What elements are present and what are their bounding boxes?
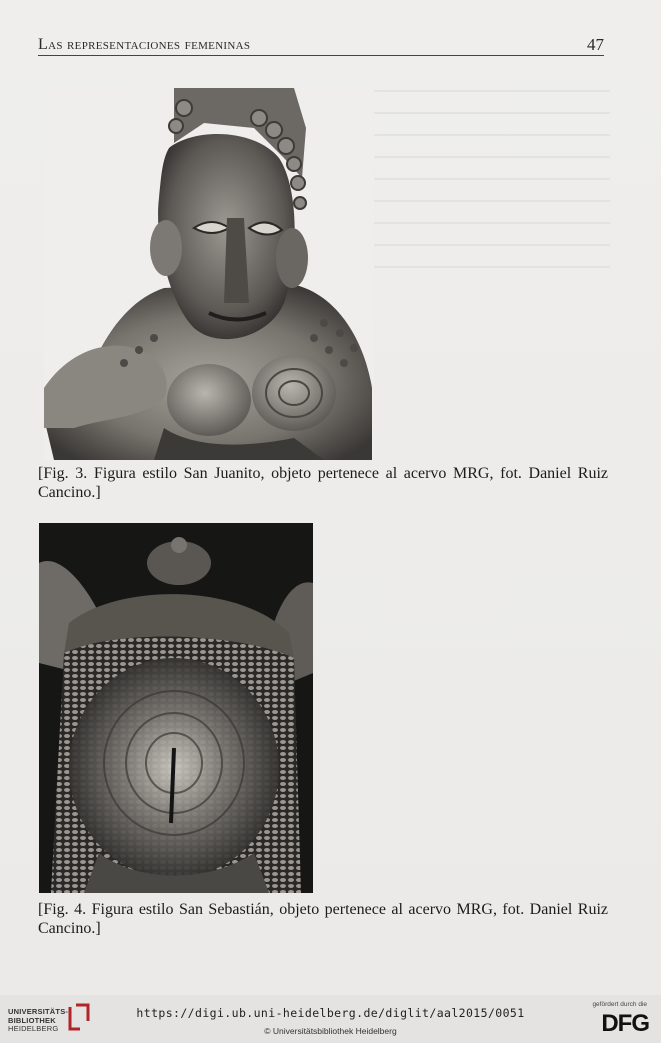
figurine-san-juanito-image	[44, 88, 374, 460]
figure-3-photo	[44, 88, 374, 460]
library-line-1: UNIVERSITÄTS-	[8, 1007, 69, 1016]
permalink-url[interactable]: https://digi.ub.uni-heidelberg.de/diglit/aal2015/0051	[136, 1006, 525, 1020]
figurine-san-sebastian-image	[39, 523, 313, 893]
figure-4-photo	[39, 523, 313, 893]
library-line-3: HEIDELBERG	[8, 1024, 59, 1033]
dfg-logo[interactable]: DFG	[601, 1010, 649, 1037]
funding-note: gefördert durch die	[592, 1001, 647, 1008]
copyright-notice: © Universitätsbibliothek Heidelberg	[264, 1026, 397, 1036]
library-line-2: BIBLIOTHEK	[8, 1015, 56, 1025]
header-rule	[38, 55, 604, 56]
running-title: Las representaciones femeninas	[38, 36, 251, 53]
page-number: 47	[587, 35, 604, 54]
figure-4-caption: [Fig. 4. Figura estilo San Sebastián, objeto pertenece al acervo MRG, fot. Daniel Ruiz Cancino.]	[38, 901, 608, 937]
figure-3-caption: [Fig. 3. Figura estilo San Juanito, objeto pertenece al acervo MRG, fot. Daniel Ruiz Cancino.]	[38, 465, 608, 501]
